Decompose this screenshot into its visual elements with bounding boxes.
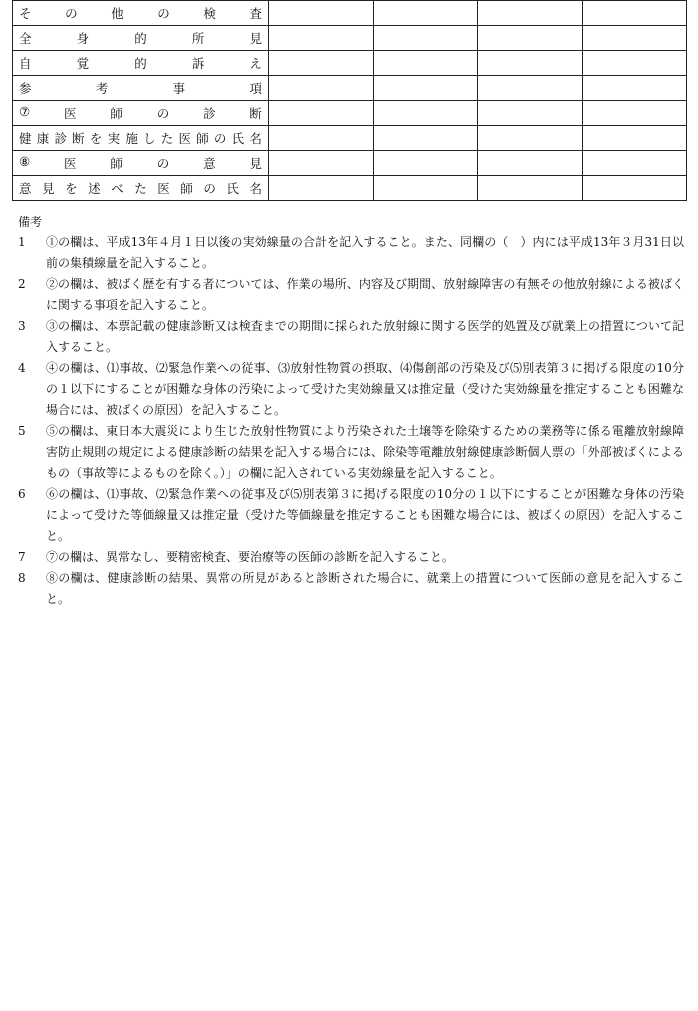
note-text: ⑥の欄は、⑴事故、⑵緊急作業への従事及び⑸別表第３に掲げる限度の10分の１以下にすることが困難な身体の汚染によって受けた等価線量又は推定量（受けた等価線量を推定することも困難な場合には、被ばくの原因）を記入すること。: [46, 487, 684, 543]
form-entry-cell[interactable]: [582, 176, 687, 201]
form-row-label-text: 健 康 診 断 を 実 施 し た 医 師 の 氏 名: [19, 131, 262, 146]
note-item: [12, 484, 684, 547]
form-row: [13, 101, 687, 126]
form-entry-cell[interactable]: [478, 1, 583, 26]
form-row-label: [13, 1, 269, 26]
form-entry-cell[interactable]: [269, 176, 374, 201]
form-row-label: [13, 101, 269, 126]
form-row: [13, 51, 687, 76]
form-entry-cell[interactable]: [373, 126, 478, 151]
form-entry-cell[interactable]: [269, 126, 374, 151]
note-item: [12, 316, 684, 358]
form-row-label-text: そ の 他 の 検 査: [19, 6, 262, 21]
note-text: ④の欄は、⑴事故、⑵緊急作業への従事、⑶放射性物質の摂取、⑷傷創部の汚染及び⑸別表第３に掲げる限度の10分の１以下にすることが困難な身体の汚染によって受けた実効線量又は推定量（受けた実効線量を推定することも困難な場合には、被ばくの原因）を記入すること。: [46, 361, 684, 417]
note-item: [12, 568, 684, 610]
form-entry-cell[interactable]: [269, 151, 374, 176]
form-entry-cell[interactable]: [269, 101, 374, 126]
form-entry-cell[interactable]: [582, 1, 687, 26]
note-text: ⑤の欄は、東日本大震災により生じた放射性物質により汚染された土壌等を除染するための業務等に係る電離放射線障害防止規則の規定による健康診断の結果を記入する場合には、除染等電離放射線健康診断個人票の「外部被ばくによるもの（事故等によるものを除く。）」の欄に記入されている実効線量を記入すること。: [46, 424, 684, 480]
note-item: [12, 232, 684, 274]
form-entry-cell[interactable]: [478, 51, 583, 76]
form-row: [13, 1, 687, 26]
notes-title: 備考: [18, 215, 43, 229]
health-record-form-table: [12, 0, 687, 201]
form-row-label: [13, 176, 269, 201]
form-entry-cell[interactable]: [269, 76, 374, 101]
note-text: ⑧の欄は、健康診断の結果、異常の所見があると診断された場合に、就業上の措置について医師の意見を記入すること。: [46, 571, 684, 606]
form-entry-cell[interactable]: [582, 151, 687, 176]
form-row: [13, 76, 687, 101]
note-item: [12, 358, 684, 421]
note-number: 2: [18, 277, 26, 291]
form-entry-cell[interactable]: [373, 76, 478, 101]
note-item: [12, 547, 684, 568]
note-number: 8: [18, 571, 26, 585]
form-entry-cell[interactable]: [478, 101, 583, 126]
form-row-label-text: 自 覚 的 訴 え: [19, 56, 262, 71]
note-item: [12, 421, 684, 484]
note-text: ②の欄は、被ばく歴を有する者については、作業の場所、内容及び期間、放射線障害の有無その他放射線による被ばくに関する事項を記入すること。: [46, 277, 684, 312]
note-text: ①の欄は、平成13年４月１日以後の実効線量の合計を記入すること。また、同欄の（ ）内には平成13年３月31日以前の集積線量を記入すること。: [46, 235, 684, 270]
form-row-label-text: 参 考 事 項: [19, 81, 262, 96]
form-row: [13, 126, 687, 151]
form-entry-cell[interactable]: [373, 51, 478, 76]
form-row-label: [13, 26, 269, 51]
form-entry-cell[interactable]: [582, 26, 687, 51]
form-entry-cell[interactable]: [373, 1, 478, 26]
form-entry-cell[interactable]: [269, 51, 374, 76]
form-entry-cell[interactable]: [478, 176, 583, 201]
note-number: 6: [18, 487, 26, 501]
form-entry-cell[interactable]: [582, 126, 687, 151]
form-entry-cell[interactable]: [582, 76, 687, 101]
note-number: 4: [18, 361, 26, 375]
form-entry-cell[interactable]: [478, 151, 583, 176]
note-number: 5: [18, 424, 26, 438]
form-entry-cell[interactable]: [269, 26, 374, 51]
form-row-label: [13, 151, 269, 176]
form-entry-cell[interactable]: [269, 1, 374, 26]
notes-list: [12, 232, 684, 610]
note-text: ③の欄は、本票記載の健康診断又は検査までの期間に採られた放射線に関する医学的処置及び就業上の措置について記入すること。: [46, 319, 684, 354]
notes-section: [12, 212, 684, 610]
form-entry-cell[interactable]: [582, 51, 687, 76]
form-row-label-text: 意 見 を 述 べ た 医 師 の 氏 名: [19, 181, 262, 196]
form-entry-cell[interactable]: [373, 101, 478, 126]
form-row: [13, 151, 687, 176]
form-row: [13, 26, 687, 51]
form-entry-cell[interactable]: [478, 76, 583, 101]
note-number: 3: [18, 319, 26, 333]
form-entry-cell[interactable]: [582, 101, 687, 126]
form-row-label: [13, 76, 269, 101]
form-row-label-text: ⑦ 医 師 の 診 断: [19, 104, 262, 121]
note-number: 7: [18, 550, 26, 564]
form-entry-cell[interactable]: [373, 151, 478, 176]
form-row-label-text: ⑧ 医 師 の 意 見: [19, 154, 262, 171]
form-entry-cell[interactable]: [478, 26, 583, 51]
form-entry-cell[interactable]: [373, 176, 478, 201]
form-row: [13, 176, 687, 201]
note-item: [12, 274, 684, 316]
form-entry-cell[interactable]: [478, 126, 583, 151]
form-row-label: [13, 126, 269, 151]
form-row-label: [13, 51, 269, 76]
form-row-label-text: 全 身 的 所 見: [19, 31, 262, 46]
form-entry-cell[interactable]: [373, 26, 478, 51]
note-text: ⑦の欄は、異常なし、要精密検査、要治療等の医師の診断を記入すること。: [46, 550, 455, 564]
note-number: 1: [18, 235, 26, 249]
